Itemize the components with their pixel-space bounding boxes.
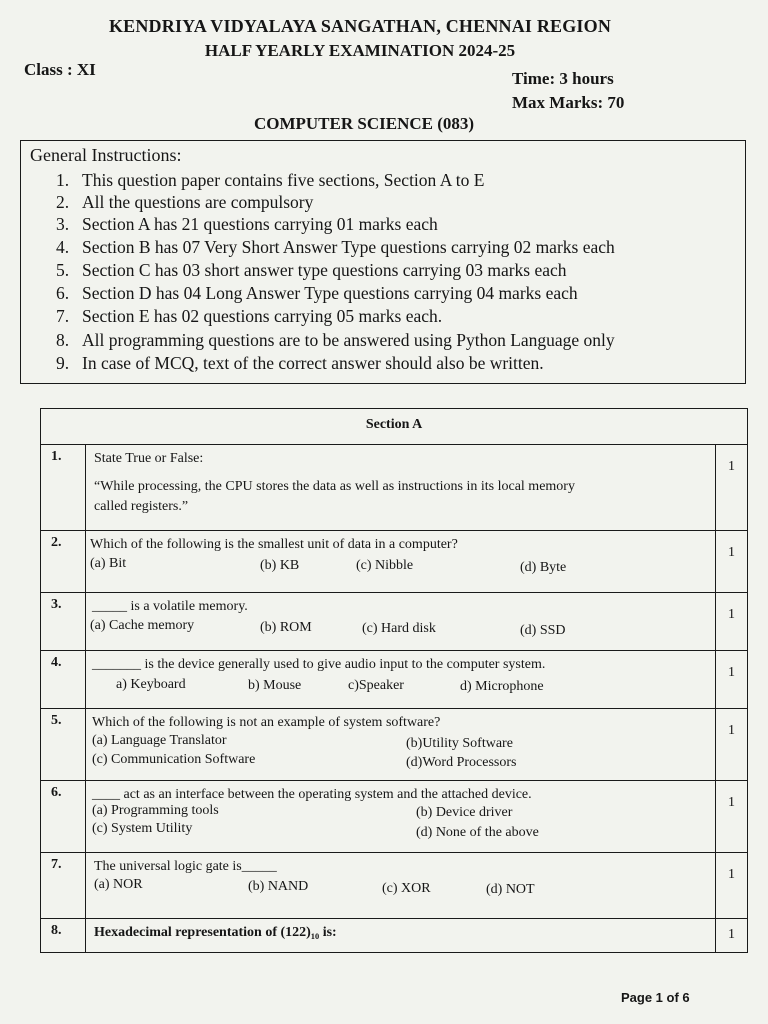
question-row [41,919,748,953]
question-text: Which of the following is not an example of system software? (a) Language Translator (b)Utility Software (c) Communication Software (d)Word Processors [86,709,716,781]
option: (b) ROM [260,620,312,635]
question-number: 1. [41,445,86,531]
school-name: KENDRIYA VIDYALAYA SANGATHAN, CHENNAI REGION [108,16,612,36]
option: (b) KB [260,558,300,573]
instruction-item: 2. All the questions are compulsory [56,192,314,212]
instructions-title: General Instructions: [30,145,182,165]
question-text: _____ is a volatile memory. (a) Cache memory (b) ROM (c) Hard disk (d) SSD [86,593,716,651]
option: (c) Hard disk [362,621,436,636]
question-number: 6. [41,781,86,853]
exam-title: HALF YEARLY EXAMINATION 2024-25 [204,41,516,60]
question-marks: 1 [716,781,748,853]
instruction-item: 1. This question paper contains five sections, Section A to E [56,170,485,190]
question-row [41,593,748,651]
option: (d)Word Processors [406,755,517,770]
question-number: 2. [41,531,86,593]
option: (d) Byte [520,560,567,575]
question-text: The universal logic gate is_____ (a) NOR (b) NAND (c) XOR (d) NOT [86,853,716,919]
instruction-item: 9. In case of MCQ, text of the correct answer should also be written. [56,353,544,373]
option: (a) Programming tools [92,803,219,818]
instruction-item: 5. Section C has 03 short answer type questions carrying 03 marks each [56,260,567,280]
option: c)Speaker [348,678,404,693]
max-marks-label: Max Marks: 70 [512,93,625,112]
question-text: State True or False: “While processing, the CPU stores the data as well as instructions in its local memory called registers.” [86,445,716,531]
option: (c) System Utility [92,821,193,836]
question-row [41,531,748,593]
question-marks: 1 [716,919,748,953]
instruction-item: 6. Section D has 04 Long Answer Type questions carrying 04 marks each [56,283,578,303]
option: (b) Device driver [416,805,513,820]
option: (a) Cache memory [90,618,195,633]
instruction-item: 3. Section A has 21 questions carrying 01 marks each [56,214,438,234]
question-row [41,445,748,531]
option: (a) Bit [90,556,127,571]
option: (b) NAND [248,879,309,894]
question-row [41,651,748,709]
option: (d) SSD [520,623,566,638]
option: d) Microphone [460,679,544,694]
question-marks: 1 [716,531,748,593]
question-number: 7. [41,853,86,919]
instruction-item: 8. All programming questions are to be answered using Python Language only [56,330,615,350]
option: (d) None of the above [416,825,539,840]
option: (a) NOR [94,877,143,892]
question-row [41,781,748,853]
question-text: Hexadecimal representation of (122)₁₀ is: [86,919,716,953]
option: (b)Utility Software [406,736,513,751]
time-label: Time: 3 hours [512,69,614,88]
question-text: Which of the following is the smallest unit of data in a computer? (a) Bit (b) KB (c) Nibble (d) Byte [86,531,716,593]
option: (a) Language Translator [92,733,227,748]
question-marks: 1 [716,445,748,531]
subject-title: COMPUTER SCIENCE (083) [253,114,475,133]
question-row [41,709,748,781]
section-a-title: Section A [41,409,748,445]
question-text: _______ is the device generally used to give audio input to the computer system. a) Keyboard b) Mouse c)Speaker d) Microphone [86,651,716,709]
instruction-item: 7. Section E has 02 questions carrying 05 marks each. [56,306,443,326]
instruction-item: 4. Section B has 07 Very Short Answer Type questions carrying 02 marks each [56,237,615,257]
question-number: 4. [41,651,86,709]
question-text: ____ act as an interface between the operating system and the attached device. (a) Programming tools (b) Device driver (c) System Utility (d) None of the above [86,781,716,853]
section-a-table [40,408,748,953]
question-row [41,853,748,919]
class-label: Class : XI [24,60,96,79]
question-number: 5. [41,709,86,781]
question-marks: 1 [716,651,748,709]
question-marks: 1 [716,593,748,651]
question-number: 8. [41,919,86,953]
question-marks: 1 [716,853,748,919]
page-number: Page 1 of 6 [621,990,690,1005]
option: (c) Nibble [356,558,414,573]
option: (d) NOT [486,882,535,897]
question-number: 3. [41,593,86,651]
question-marks: 1 [716,709,748,781]
option: (c) XOR [382,881,431,896]
option: (c) Communication Software [92,752,256,767]
option: b) Mouse [248,678,302,693]
option: a) Keyboard [116,677,186,692]
